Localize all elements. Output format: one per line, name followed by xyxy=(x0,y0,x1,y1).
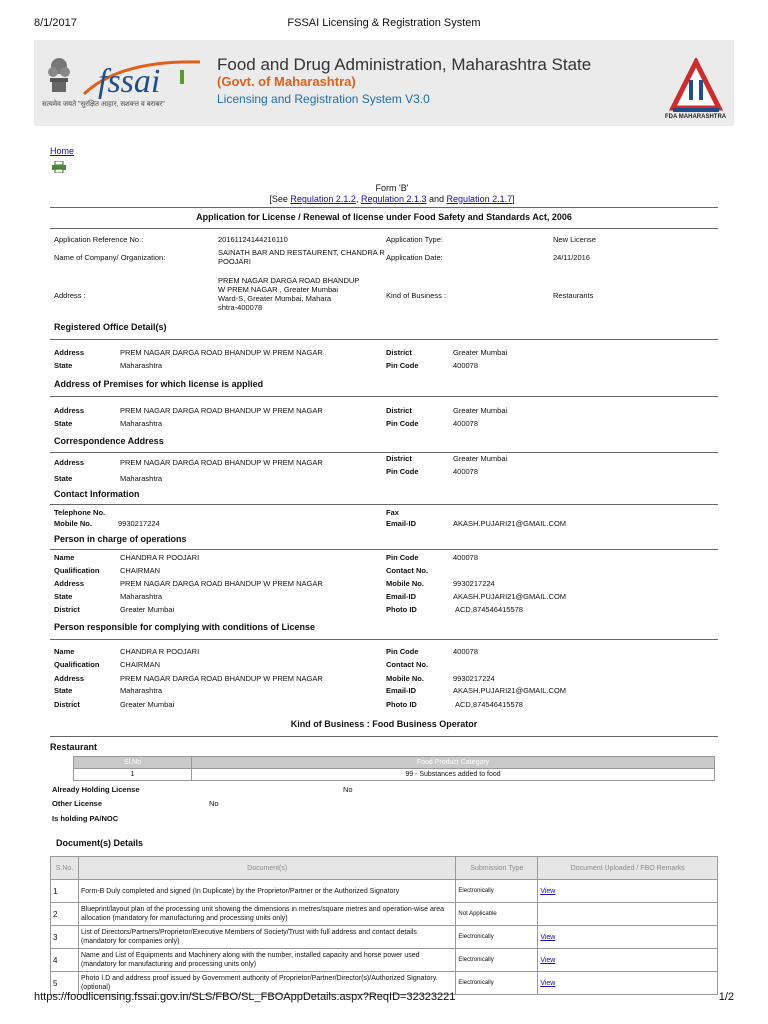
pr-pin-label: Pin Code xyxy=(386,647,419,656)
form-sub-prefix: [See xyxy=(269,194,291,204)
divider xyxy=(50,339,718,340)
cell-document: Name and List of Equipments and Machinery along with the number, installed capacity and horse power used (mandatory for manufacturing and processing units only) xyxy=(78,949,455,972)
pic-district-label: District xyxy=(54,605,80,614)
table-row xyxy=(51,903,718,926)
prem-district-value: Greater Mumbai xyxy=(453,406,508,415)
company-value-line1: SAINATH BAR AND RESTAURENT, CHANDRA R xyxy=(218,248,385,257)
prem-state-value: Maharashtra xyxy=(120,419,163,428)
view-link[interactable]: View xyxy=(540,933,556,941)
divider xyxy=(50,207,718,208)
print-url: https://foodlicensing.fssai.gov.in/SLS/FBO/SL_FBOAppDetails.aspx?ReqID=32323221 xyxy=(34,991,456,1003)
ref-no-label: Application Reference No.: xyxy=(54,235,144,244)
banner-title: Food and Drug Administration, Maharashtra State xyxy=(217,55,592,74)
pr-photo-value: ACD,874546415578 xyxy=(455,700,523,709)
other-license-label: Other License xyxy=(52,799,103,808)
form-title: Form 'B' xyxy=(375,183,409,193)
print-footer xyxy=(34,991,734,1005)
pr-photo-label: Photo ID xyxy=(386,700,417,709)
table-row xyxy=(51,880,718,903)
cell-uploaded xyxy=(538,903,718,926)
cell-document: Form-B Duly completed and signed (In Duplicate) by the Proprietor/Partner or the Authorized Signatory xyxy=(78,880,455,903)
reg-address-value: PREM NAGAR DARGA ROAD BHANDUP W PREM NAGAR xyxy=(120,348,323,357)
regulation-2-1-3-link[interactable]: Regulation 2.1.3 xyxy=(360,194,427,204)
pr-contact-label: Contact No. xyxy=(386,660,429,669)
view-link[interactable]: View xyxy=(540,956,556,964)
section-person-in-charge: Person in charge of operations xyxy=(54,534,187,544)
table-header-row xyxy=(74,757,715,769)
reg-state-value: Maharashtra xyxy=(120,361,163,370)
table-row xyxy=(74,769,715,781)
pic-qualification-label: Qualification xyxy=(54,566,100,575)
section-correspondence: Correspondence Address xyxy=(54,436,164,446)
prem-state-label: State xyxy=(54,419,73,428)
divider xyxy=(50,452,718,453)
cell-document: Blueprint/layout plan of the processing unit showing the dimensions in metres/square metres and operation-wise area allocation (mandatory for manufacturing and processing units only) xyxy=(78,903,455,926)
prem-pin-value: 400078 xyxy=(453,419,479,428)
corr-district-value: Greater Mumbai xyxy=(453,454,508,463)
banner-system: Licensing and Registration System V3.0 xyxy=(217,92,430,106)
pr-mobile-label: Mobile No. xyxy=(386,674,424,683)
pic-mobile-value: 9930217224 xyxy=(453,579,495,588)
contact-mobile-label: Mobile No. xyxy=(54,519,92,528)
divider xyxy=(50,736,718,737)
reg-state-label: State xyxy=(54,361,73,370)
divider xyxy=(50,228,718,229)
corr-state-value: Maharashtra xyxy=(120,474,163,483)
cell-uploaded xyxy=(538,880,718,903)
print-title: FSSAI Licensing & Registration System xyxy=(287,17,481,29)
section-person-responsible: Person responsible for complying with conditions of License xyxy=(54,622,316,632)
pr-district-label: District xyxy=(54,700,80,709)
pr-district-value: Greater Mumbai xyxy=(120,700,175,709)
corr-address-label: Address xyxy=(54,458,85,467)
form-sub-and: and xyxy=(426,194,447,204)
view-link[interactable]: View xyxy=(540,887,556,895)
fax-label: Fax xyxy=(386,508,399,517)
pic-district-value: Greater Mumbai xyxy=(120,605,175,614)
cell-submission-type: Electronically xyxy=(456,926,538,949)
cell-sno: 1 xyxy=(51,880,79,903)
divider xyxy=(50,504,718,505)
fda-caption: FDA MAHARASHTRA xyxy=(665,114,727,120)
telephone-label: Telephone No. xyxy=(54,508,106,517)
col-document: Document(s) xyxy=(78,857,455,880)
business-category: Restaurant xyxy=(50,742,98,752)
pic-contact-label: Contact No. xyxy=(386,566,429,575)
cell-submission-type: Electronically xyxy=(456,972,538,995)
pr-state-value: Maharashtra xyxy=(120,686,163,695)
address-line3: Ward-S, Greater Mumbai, Mahara xyxy=(218,294,332,303)
cell-food-category: 99 - Substances added to food xyxy=(192,769,715,781)
corr-pin-value: 400078 xyxy=(453,467,479,476)
table-row xyxy=(51,949,718,972)
col-food-category: Food Product Category xyxy=(192,757,715,769)
section-premises: Address of Premises for which license is applied xyxy=(54,379,264,389)
pr-email-value: AKASH.PUJARI21@GMAIL.COM xyxy=(453,686,567,695)
reg-pin-label: Pin Code xyxy=(386,361,419,370)
cell-submission-type: Electronically xyxy=(456,949,538,972)
pr-qualification-label: Qualification xyxy=(54,660,100,669)
pic-address-value: PREM NAGAR DARGA ROAD BHANDUP W PREM NAGAR xyxy=(120,579,323,588)
reg-district-label: District xyxy=(386,348,412,357)
address-line2: W PREM NAGAR , Greater Mumbai xyxy=(218,285,339,294)
already-holding-value: No xyxy=(343,785,353,794)
pr-name-label: Name xyxy=(54,647,75,656)
pic-address-label: Address xyxy=(54,579,85,588)
cell-submission-type: Electronically xyxy=(456,880,538,903)
company-value-line2: POOJARI xyxy=(218,257,251,266)
banner-tagline: सत्यमेव जयते "सुरक्षित आहार, सशक्त्त व बराबर" xyxy=(42,101,165,108)
pic-pin-label: Pin Code xyxy=(386,553,419,562)
pr-pin-value: 400078 xyxy=(453,647,479,656)
form-regulations xyxy=(50,194,734,204)
business-kind-value: Restaurants xyxy=(553,291,594,300)
company-label: Name of Company/ Organization: xyxy=(54,253,166,262)
reg-pin-value: 400078 xyxy=(453,361,479,370)
fssai-logo-icon xyxy=(80,54,206,100)
cell-submission-type: Not Applicable xyxy=(456,903,538,926)
documents-table xyxy=(50,856,718,995)
corr-pin-label: Pin Code xyxy=(386,467,419,476)
cell-sl-no: 1 xyxy=(74,769,192,781)
form-sub-comma: , xyxy=(355,194,361,204)
cell-uploaded xyxy=(538,949,718,972)
pr-address-label: Address xyxy=(54,674,85,683)
app-date-label: Application Date: xyxy=(386,253,443,262)
section-documents: Document(s) Details xyxy=(56,838,144,848)
address-label: Address : xyxy=(54,291,86,300)
regulation-2-1-2-link[interactable]: Regulation 2.1.2 xyxy=(290,194,356,204)
home-link[interactable]: Home xyxy=(50,146,75,156)
print-page-number: 1/2 xyxy=(718,991,734,1003)
pic-photo-value: ACD,874546415578 xyxy=(455,605,523,614)
pic-email-value: AKASH.PUJARI21@GMAIL.COM xyxy=(453,592,567,601)
pic-state-label: State xyxy=(54,592,73,601)
pic-photo-label: Photo ID xyxy=(386,605,417,614)
cell-sno: 3 xyxy=(51,926,79,949)
prem-district-label: District xyxy=(386,406,412,415)
contact-mobile-value: 9930217224 xyxy=(118,519,160,528)
cell-document: Photo I.D and address proof issued by Government authority of Proprietor/Partner/Director(s)/Authorized Signatory. (optional) xyxy=(78,972,455,995)
pic-mobile-label: Mobile No. xyxy=(386,579,424,588)
reg-address-label: Address xyxy=(54,348,85,357)
pr-email-label: Email-ID xyxy=(386,686,417,695)
table-row xyxy=(51,926,718,949)
pr-state-label: State xyxy=(54,686,73,695)
app-date-value: 24/11/2016 xyxy=(553,253,590,262)
pic-email-label: Email-ID xyxy=(386,592,417,601)
section-registered-office: Registered Office Detail(s) xyxy=(54,322,167,332)
prem-pin-label: Pin Code xyxy=(386,419,419,428)
pic-pin-value: 400078 xyxy=(453,553,479,562)
pic-qualification-value: CHAIRMAN xyxy=(120,566,161,575)
ref-no-value: 20161124144216110 xyxy=(218,235,288,244)
pr-qualification-value: CHAIRMAN xyxy=(120,660,161,669)
cell-document: List of Directors/Partners/Proprietor/Executive Members of Society/Trust with full address and contact details (mandatory for companies only) xyxy=(78,926,455,949)
print-date: 8/1/2017 xyxy=(34,17,77,29)
form-sub-suffix: ] xyxy=(512,194,515,204)
address-line1: PREM NAGAR DARGA ROAD BHANDUP xyxy=(218,276,360,285)
cell-sno: 4 xyxy=(51,949,79,972)
regulation-2-1-7-link[interactable]: Regulation 2.1.7 xyxy=(446,194,513,204)
contact-email-label: Email-ID xyxy=(386,519,417,528)
col-sno: S.No. xyxy=(51,857,79,880)
reg-district-value: Greater Mumbai xyxy=(453,348,508,357)
prem-address-value: PREM NAGAR DARGA ROAD BHANDUP W PREM NAGAR xyxy=(120,406,323,415)
app-type-label: Application Type: xyxy=(386,235,443,244)
view-link[interactable]: View xyxy=(540,979,556,987)
application-title: Application for License / Renewal of license under Food Safety and Standards Act, 2006 xyxy=(196,212,572,222)
business-kind-label: Kind of Business : xyxy=(386,291,447,300)
app-type-value: New License xyxy=(553,235,596,244)
national-emblem-icon xyxy=(44,52,74,96)
print-header xyxy=(34,17,734,31)
pic-name-label: Name xyxy=(54,553,75,562)
prem-address-label: Address xyxy=(54,406,85,415)
pr-address-value: PREM NAGAR DARGA ROAD BHANDUP W PREM NAGAR xyxy=(120,674,323,683)
corr-state-label: State xyxy=(54,474,73,483)
cell-uploaded xyxy=(538,926,718,949)
corr-address-value: PREM NAGAR DARGA ROAD BHANDUP W PREM NAGAR xyxy=(120,458,323,467)
pic-name-value: CHANDRA R POOJARI xyxy=(120,553,200,562)
fda-maharashtra-logo-icon xyxy=(669,58,723,118)
col-submission-type: Submission Type xyxy=(456,857,538,880)
kind-of-business-title: Kind of Business : Food Business Operator xyxy=(290,719,478,729)
address-line4: shtra-400078 xyxy=(218,303,263,312)
contact-email-value: AKASH.PUJARI21@GMAIL.COM xyxy=(453,519,567,528)
col-document-uploaded: Document Uploaded / FBO Remarks xyxy=(538,857,718,880)
table-header-row xyxy=(51,857,718,880)
col-sl-no: Sl.No xyxy=(74,757,192,769)
pr-mobile-value: 9930217224 xyxy=(453,674,495,683)
site-banner xyxy=(34,40,734,126)
pic-state-value: Maharashtra xyxy=(120,592,163,601)
cell-sno: 2 xyxy=(51,903,79,926)
divider xyxy=(50,549,718,550)
printer-icon[interactable] xyxy=(52,161,66,173)
cell-sno: 5 xyxy=(51,972,79,995)
food-product-table xyxy=(73,756,715,781)
other-license-value: No xyxy=(209,799,219,808)
banner-govt: (Govt. of Maharashtra) xyxy=(217,74,356,89)
corr-district-label: District xyxy=(386,454,412,463)
divider xyxy=(50,396,718,397)
pa-noc-label: Is holding PA/NOC xyxy=(52,814,119,823)
already-holding-label: Already Holding License xyxy=(52,785,140,794)
divider xyxy=(50,639,718,640)
section-contact: Contact Information xyxy=(54,489,140,499)
pr-name-value: CHANDRA R POOJARI xyxy=(120,647,200,656)
fssai-logo-text: fssai xyxy=(98,63,161,100)
